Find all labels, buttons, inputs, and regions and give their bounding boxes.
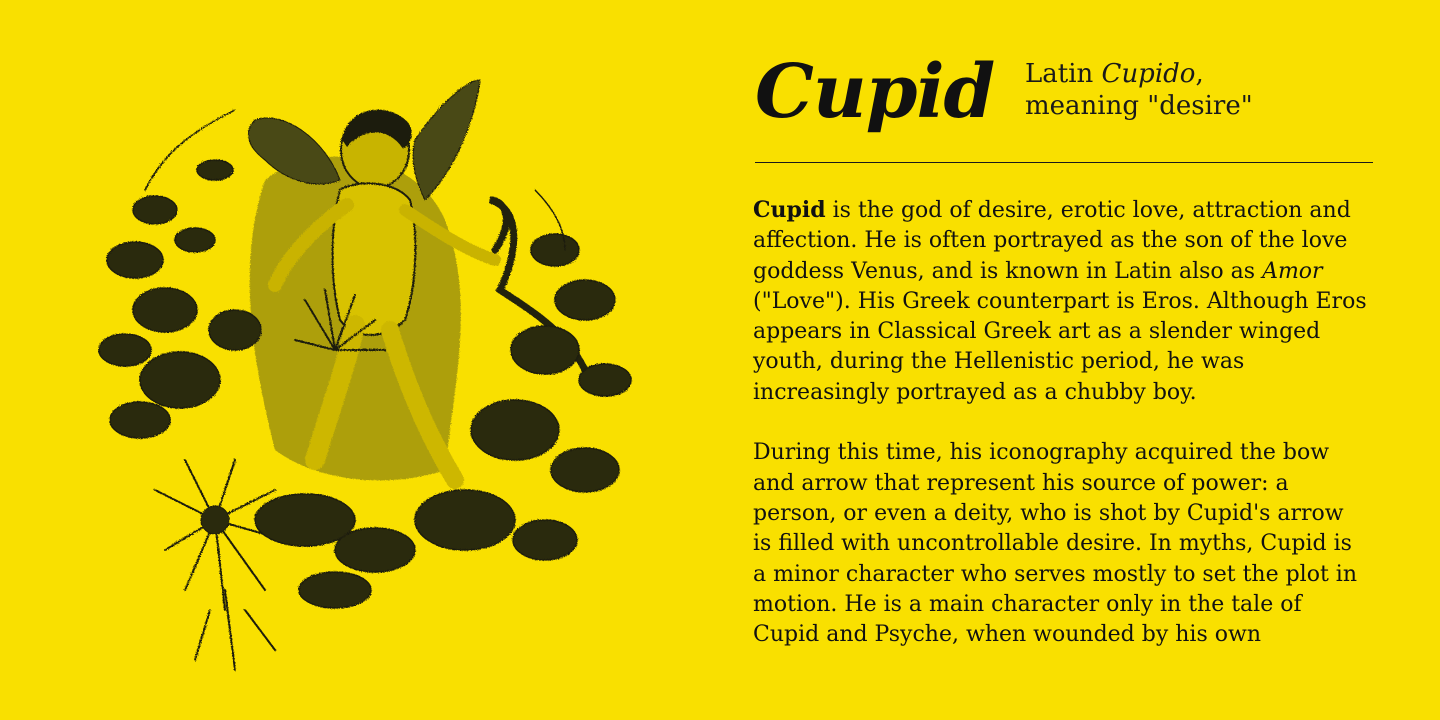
text-line: During this time, his iconography acquired the bow: [753, 440, 1330, 466]
term-bold: Cupid: [753, 197, 826, 223]
text-line: affection. He is often portrayed as the son of the love: [753, 228, 1348, 254]
text-line: is filled with uncontrollable desire. In myths, Cupid is: [753, 531, 1352, 557]
etymology-line-2: meaning "desire": [1025, 91, 1253, 121]
cupid-illustration: [85, 50, 660, 690]
text-line: motion. He is a main character only in the tale of: [753, 591, 1302, 617]
paragraph-2: [753, 438, 1408, 650]
paragraph-gap: [753, 408, 1408, 438]
text-line: a minor character who serves mostly to set the plot in: [753, 561, 1358, 587]
cupid-engraving: [85, 50, 660, 690]
text-line: appears in Classical Greek art as a slender winged: [753, 319, 1321, 345]
divider: [755, 162, 1373, 163]
page-title: Cupid: [755, 49, 995, 135]
title-block: [755, 40, 1375, 150]
text-line: person, or even a deity, who is shot by Cupid's arrow: [753, 500, 1344, 526]
text-line: youth, during the Hellenistic period, he was: [753, 349, 1245, 375]
text-line: and arrow that represent his source of power: a: [753, 470, 1289, 496]
paragraph-1: [753, 195, 1408, 408]
text-line: ("Love"). His Greek counterpart is Eros. Although Eros: [753, 288, 1367, 314]
text-line: Cupid is the god of desire, erotic love, attraction and: [753, 197, 1351, 223]
text-line: Cupid and Psyche, when wounded by his own: [753, 622, 1261, 648]
article-body: [753, 195, 1408, 650]
text-line: increasingly portrayed as a chubby boy.: [753, 379, 1197, 405]
etymology-line-1: Latin Cupido,: [1025, 59, 1204, 89]
etymology-latin-word: Cupido: [1101, 59, 1196, 89]
term-italic: Amor: [1262, 258, 1323, 284]
text-line: goddess Venus, and is known in Latin also as Amor: [753, 258, 1323, 284]
etymology: [1025, 58, 1253, 122]
